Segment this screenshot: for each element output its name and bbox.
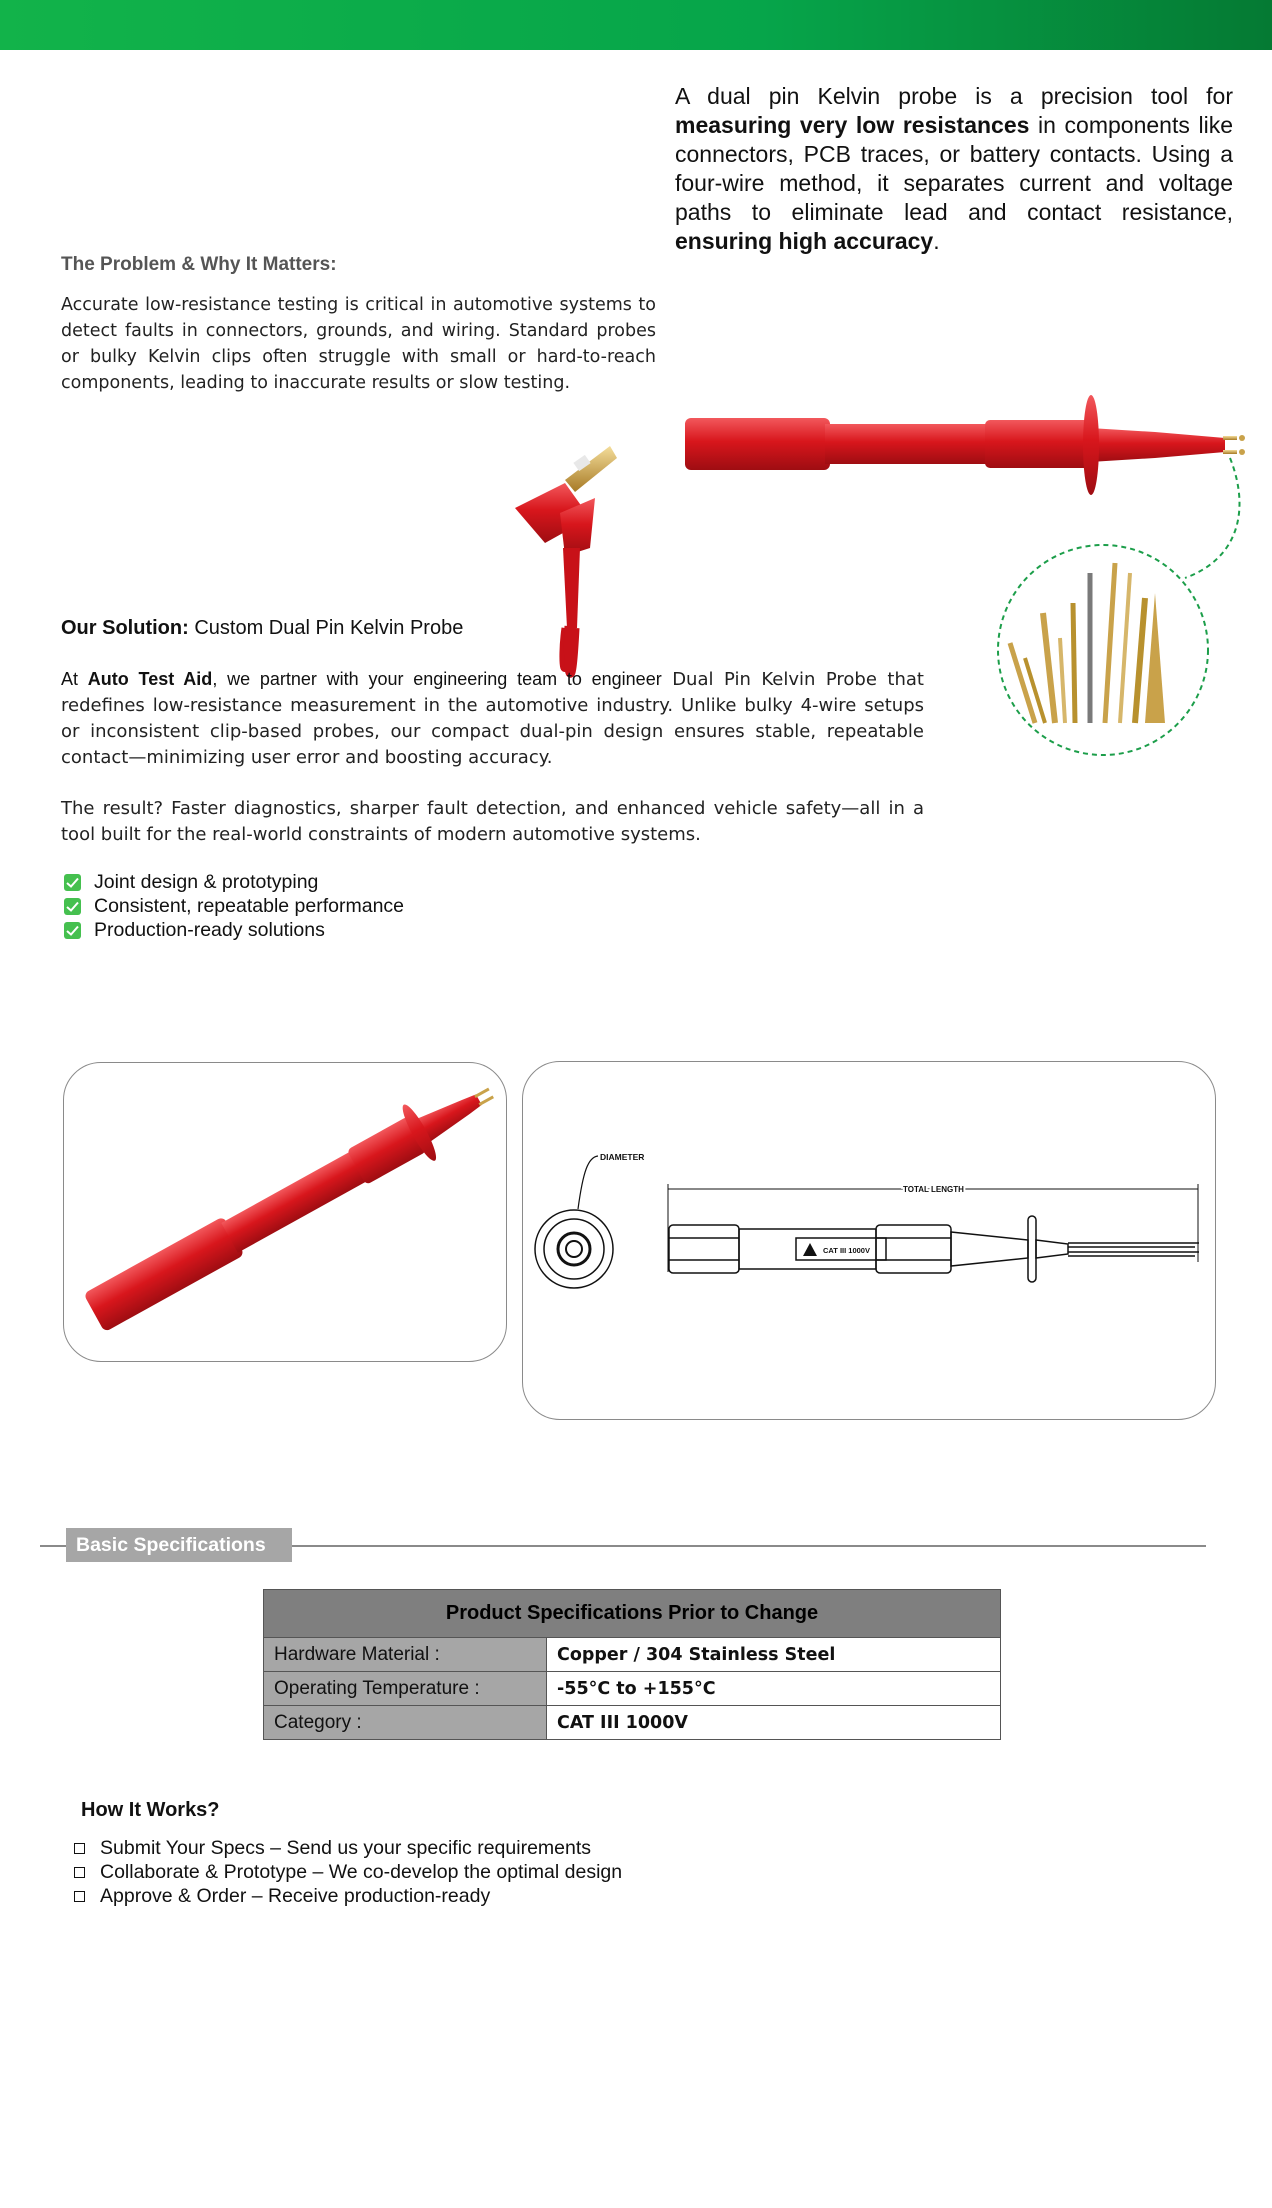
benefit-label: Production-ready solutions <box>94 918 325 941</box>
solution-paragraph-2: The result? Faster diagnostics, sharper fault detection, and enhanced vehicle safety—all in a tool built for the real-world constraints of modern automotive systems. <box>61 798 924 845</box>
end-view-icon <box>535 1210 613 1288</box>
solution-text: , we partner with your engineering team to engineer <box>212 669 662 689</box>
side-view-icon <box>669 1216 1199 1282</box>
step-label: Collaborate & Prototype – We co-develop the optimal design <box>100 1860 623 1883</box>
diameter-label: DIAMETER <box>600 1152 645 1162</box>
list-item <box>64 870 404 894</box>
check-icon <box>64 898 81 915</box>
section-title: Basic Specifications <box>66 1528 292 1562</box>
checkbox-square-icon <box>74 1843 85 1854</box>
solution-paragraph-1 <box>61 666 924 771</box>
problem-heading: The Problem & Why It Matters: <box>61 254 337 275</box>
spec-value: Copper / 304 Stainless Steel <box>547 1638 1001 1672</box>
probe-photo-panel <box>63 1062 507 1362</box>
checkbox-square-icon <box>74 1891 85 1902</box>
step-label: Submit Your Specs – Send us your specific requirements <box>100 1836 592 1859</box>
probe-angled-image <box>64 1063 506 1361</box>
step-label: Approve & Order – Receive production-ready <box>100 1884 491 1907</box>
list-item <box>74 1860 622 1884</box>
intro-emphasis: ensuring high accuracy <box>675 228 934 254</box>
solution-text: Dual Pin Kelvin Probe that redefines low-resistance measurement in the automotive industry. Unlike bulky 4-wire setups or inconsistent clip-based probes, our compact dual-pin design ensures stable, repeatable contact—minimizing user error and boosting accuracy. <box>61 669 924 768</box>
solution-heading <box>61 617 463 640</box>
table-header-row <box>264 1590 1001 1638</box>
list-item <box>64 918 404 942</box>
cat-rating-label: CAT III 1000V <box>823 1246 870 1255</box>
benefit-label: Consistent, repeatable performance <box>94 894 405 917</box>
probe-body-icon <box>685 395 1245 495</box>
benefits-list <box>64 870 404 942</box>
intro-text: A dual pin Kelvin probe is a precision tool for <box>675 83 1233 109</box>
spec-value: -55°C to +155°C <box>547 1672 1001 1706</box>
intro-paragraph <box>675 82 1233 256</box>
intro-emphasis: measuring very low resistances <box>675 112 1030 138</box>
table-row <box>264 1706 1001 1740</box>
warning-icon <box>803 1243 817 1256</box>
check-icon <box>64 922 81 939</box>
solution-heading-bold: Our Solution: <box>61 617 189 639</box>
intro-text: in components like connectors, PCB traces, or battery contacts. Using a four-wire method, it separates current and voltage paths to eliminate lead and contact resistance, <box>675 112 1233 225</box>
list-item <box>64 894 404 918</box>
spec-label: Category : <box>264 1706 547 1740</box>
basic-specifications-header <box>40 1528 1206 1562</box>
spec-value: CAT III 1000V <box>547 1706 1001 1740</box>
dimension-drawing <box>523 1062 1215 1419</box>
benefit-label: Joint design & prototyping <box>94 870 319 893</box>
how-it-works-list <box>74 1836 622 1908</box>
list-item <box>74 1836 622 1860</box>
company-name: Auto Test Aid <box>87 669 213 689</box>
specifications-table <box>263 1589 1001 1740</box>
pin-tips-zoom-icon <box>998 545 1208 755</box>
problem-body: Accurate low-resistance testing is critical in automotive systems to detect faults in connectors, grounds, and wiring. Standard probes or bulky Kelvin clips often struggle with small or hard-to-reach components, leading to inaccurate results or slow testing. <box>61 295 656 393</box>
check-icon <box>64 874 81 891</box>
spec-label: Operating Temperature : <box>264 1672 547 1706</box>
total-length-label: TOTAL LENGTH <box>903 1185 964 1194</box>
checkbox-square-icon <box>74 1867 85 1878</box>
intro-text: . <box>933 228 940 254</box>
dimension-drawing-panel <box>522 1061 1216 1420</box>
table-row <box>264 1672 1001 1706</box>
solution-text: At <box>61 669 88 689</box>
table-row <box>264 1638 1001 1672</box>
list-item <box>74 1884 622 1908</box>
top-banner <box>0 0 1272 50</box>
how-it-works-heading: How It Works? <box>81 1799 220 1821</box>
table-title: Product Specifications Prior to Change <box>264 1590 1001 1638</box>
solution-heading-rest: Custom Dual Pin Kelvin Probe <box>188 617 464 639</box>
spec-label: Hardware Material : <box>264 1638 547 1672</box>
banana-plug-icon <box>515 446 617 673</box>
